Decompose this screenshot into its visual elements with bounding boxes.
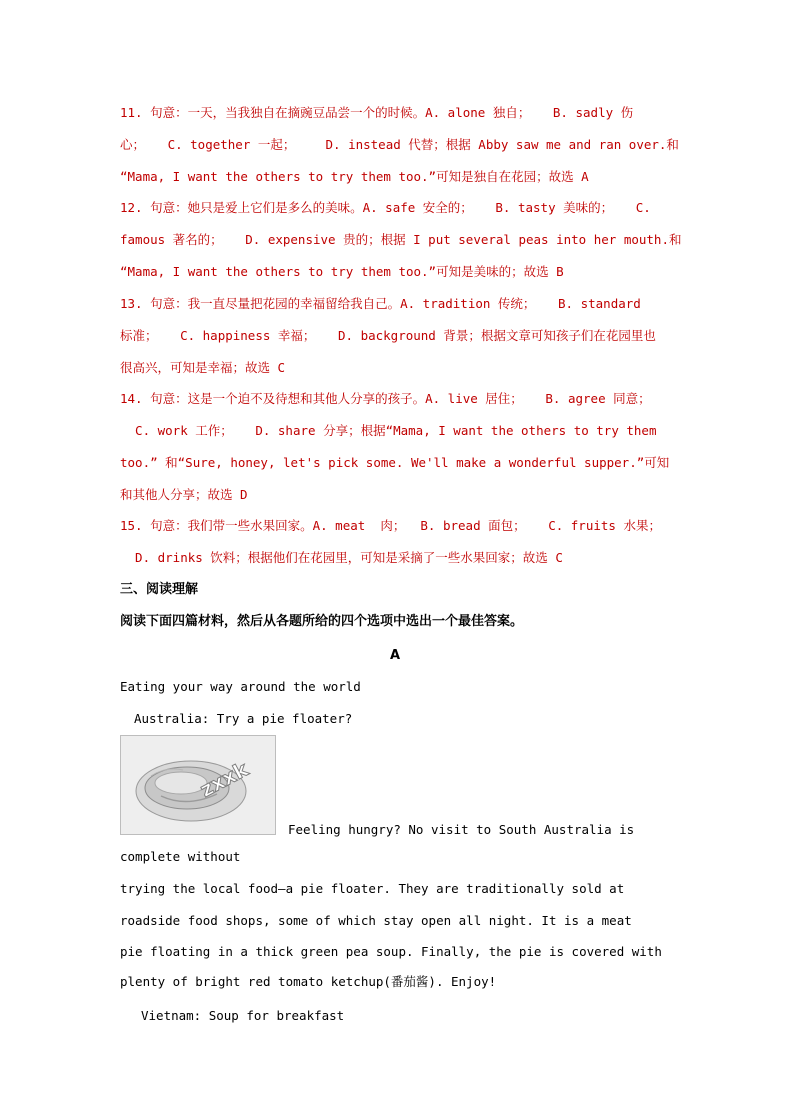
- instructions: 阅读下面四篇材料，然后从各题所给的四个选项中选出一个最佳答案。: [120, 614, 524, 629]
- answer-line: 心； C. together 一起； D. instead 代替；根据 Abby saw me and ran over.和: [120, 137, 679, 152]
- answer-line: 13. 句意：我一直尽量把花园的幸福留给我自己。A. tradition 传统； B. standard: [120, 296, 641, 311]
- answer-line: 14. 句意：这是一个迫不及待想和其他人分享的孩子。A. live 居住； B. agree 同意；: [120, 391, 651, 406]
- australia-heading: Australia: Try a pie floater?: [134, 711, 353, 726]
- answer-line: “Mama, I want the others to try them too.”可知是独自在花园；故选 A: [120, 169, 589, 184]
- answer-line: 很高兴，可知是幸福；故选 C: [120, 360, 286, 375]
- body-line: roadside food shops, some of which stay open all night. It is a meat: [120, 913, 632, 928]
- body-line: trying the local food—a pie floater. They are traditionally sold at: [120, 881, 625, 896]
- answer-line: D. drinks 饮料；根据他们在花园里，可知是采摘了一些水果回家；故选 C: [120, 550, 563, 565]
- passage-label: A: [389, 648, 401, 663]
- body-line: complete without: [120, 849, 241, 864]
- answer-line: C. work 工作； D. share 分享；根据“Mama, I want the others to try them: [120, 423, 657, 438]
- pie-floater-illustration: [121, 736, 275, 834]
- answer-line: 11. 句意：一天，当我独自在摘豌豆品尝一个的时候。A. alone 独自； B. sadly 伤: [120, 105, 634, 120]
- answer-line: 15. 句意：我们带一些水果回家。A. meat 肉； B. bread 面包； C. fruits 水果；: [120, 518, 661, 533]
- answer-line: 12. 句意：她只是爱上它们是多么的美味。A. safe 安全的； B. tasty 美味的； C.: [120, 200, 651, 215]
- answer-line: “Mama, I want the others to try them too.”可知是美味的；故选 B: [120, 264, 564, 279]
- pie-floater-image: [120, 735, 276, 835]
- answer-line: too.” 和“Sure, honey, let's pick some. We'll make a wonderful supper.”可知: [120, 455, 670, 470]
- passage-title: Eating your way around the world: [120, 679, 361, 694]
- body-line: Feeling hungry? No visit to South Australia is: [288, 822, 635, 837]
- answer-line: 和其他人分享；故选 D: [120, 487, 248, 502]
- answer-line: 标准； C. happiness 幸福； D. background 背景；根据文章可知孩子们在花园里也: [120, 328, 656, 343]
- body-line: pie floating in a thick green pea soup. Finally, the pie is covered with: [120, 944, 662, 959]
- body-line: plenty of bright red tomato ketchup(番茄酱). Enjoy!: [120, 974, 497, 989]
- section-heading: 三、阅读理解: [120, 582, 199, 597]
- answer-line: famous 著名的； D. expensive 贵的；根据 I put several peas into her mouth.和: [120, 232, 682, 247]
- svg-text:zxxk: zxxk: [195, 756, 253, 802]
- vietnam-heading: Vietnam: Soup for breakfast: [141, 1008, 345, 1023]
